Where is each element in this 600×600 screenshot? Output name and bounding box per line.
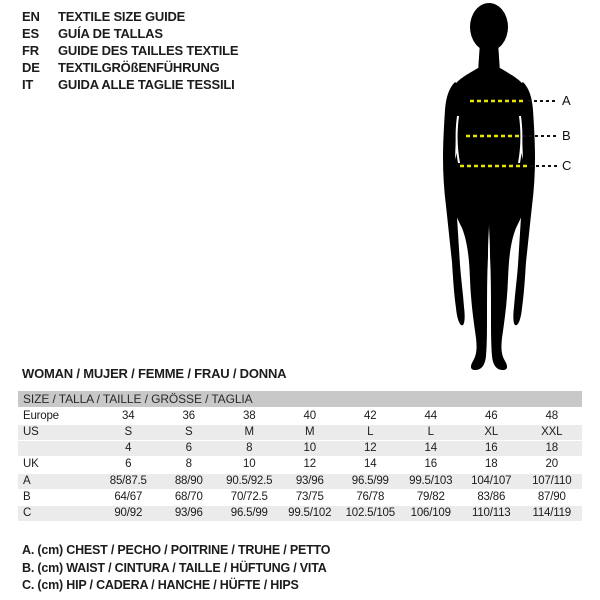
cell: M (305, 426, 315, 438)
guide-title: GUIDA ALLE TAGLIE TESSILI (58, 77, 235, 92)
cell: 14 (364, 458, 377, 470)
woman-silhouette-icon (425, 0, 595, 382)
language-code: IT (22, 77, 34, 92)
cell: 88/90 (174, 475, 203, 487)
cell: 10 (243, 458, 256, 470)
size-table (18, 391, 582, 522)
table-row-hip-c (18, 506, 582, 521)
measure-label-a: A (562, 93, 571, 108)
language-code: DE (22, 60, 40, 75)
cell: L (367, 426, 374, 438)
cell: 8 (185, 458, 192, 470)
cell: 44 (424, 410, 437, 422)
cell: 110/113 (472, 507, 511, 519)
cell: 96.5/99 (230, 507, 268, 519)
language-code: EN (22, 9, 40, 24)
cell: 99.5/103 (409, 475, 453, 487)
cell: 4 (125, 442, 132, 454)
measurement-figure (425, 0, 595, 382)
cell: XL (484, 426, 499, 438)
cell: 90.5/92.5 (226, 475, 273, 487)
cell: 12 (364, 442, 377, 454)
measure-label-c: C (562, 158, 572, 173)
table-row-chest-a (18, 474, 582, 489)
row-label: B (23, 491, 31, 503)
guide-title: TEXTILE SIZE GUIDE (58, 9, 186, 24)
cell: 20 (545, 458, 558, 470)
cell: 79/82 (416, 491, 445, 503)
cell: 93/96 (295, 475, 324, 487)
cell: 90/92 (114, 507, 143, 519)
cell: L (427, 426, 434, 438)
size-table-header: SIZE / TALLA / TAILLE / GRÖSSE / TAGLIA (18, 391, 582, 407)
cell: 83/86 (477, 491, 506, 503)
language-row (22, 8, 238, 25)
table-row-us-numbers (18, 441, 582, 456)
guide-title: GUÍA DE TALLAS (58, 26, 163, 41)
legend-chest: A. (cm) CHEST / PECHO / POITRINE / TRUHE / PETTO (22, 543, 331, 557)
cell: 42 (364, 410, 377, 422)
cell: 93/96 (174, 507, 203, 519)
language-row (22, 25, 238, 42)
cell: 102.5/105 (345, 507, 395, 519)
cell: 6 (185, 442, 192, 454)
cell: 114/119 (532, 507, 571, 519)
cell: 34 (122, 410, 135, 422)
legend-hip: C. (cm) HIP / CADERA / HANCHE / HÜFTE / HIPS (22, 578, 299, 592)
legend-waist: B. (cm) WAIST / CINTURA / TAILLE / HÜFTUNG / VITA (22, 560, 327, 575)
guide-title: TEXTILGRÖßENFÜHRUNG (58, 60, 220, 75)
language-row (22, 76, 238, 93)
table-row-waist-b (18, 490, 582, 505)
cell: 12 (303, 458, 316, 470)
row-label: US (23, 426, 39, 438)
cell: 96.5/99 (351, 475, 389, 487)
language-row (22, 59, 238, 76)
row-label (18, 441, 98, 456)
cell: 48 (545, 410, 558, 422)
cell: 87/90 (537, 491, 566, 503)
cell: 18 (545, 442, 558, 454)
section-title-woman: WOMAN / MUJER / FEMME / FRAU / DONNA (22, 366, 287, 381)
cell: 40 (303, 410, 316, 422)
cell: 10 (303, 442, 316, 454)
cell: 73/75 (295, 491, 324, 503)
row-label: C (23, 507, 32, 519)
language-list (22, 8, 238, 93)
table-row-uk (18, 457, 582, 472)
cell: 8 (246, 442, 253, 454)
cell: 18 (485, 458, 498, 470)
cell: 38 (243, 410, 256, 422)
table-row-us-letters (18, 425, 582, 440)
cell: 107/110 (532, 475, 572, 487)
cell: 70/72.5 (230, 491, 268, 503)
cell: 14 (424, 442, 437, 454)
language-code: ES (22, 26, 39, 41)
table-row-europe (18, 409, 582, 424)
row-label: Europe (23, 410, 59, 422)
row-label: A (23, 475, 31, 487)
cell: 16 (424, 458, 437, 470)
cell: 99.5/102 (288, 507, 332, 519)
cell: 16 (485, 442, 498, 454)
cell: 76/78 (356, 491, 385, 503)
guide-title: GUIDE DES TAILLES TEXTILE (58, 43, 239, 58)
language-row (22, 42, 238, 59)
cell: 46 (485, 410, 498, 422)
language-code: FR (22, 43, 39, 58)
cell: 36 (182, 410, 195, 422)
measurement-legend (22, 542, 330, 595)
cell: S (124, 426, 132, 438)
cell: S (185, 426, 193, 438)
cell: 104/107 (471, 475, 512, 487)
cell: 85/87.5 (109, 475, 147, 487)
measure-label-b: B (562, 128, 571, 143)
cell: 106/109 (410, 507, 451, 519)
cell: 64/67 (114, 491, 143, 503)
cell: 68/70 (174, 491, 203, 503)
cell: 6 (125, 458, 132, 470)
cell: XXL (541, 426, 563, 438)
row-label: UK (23, 458, 39, 470)
cell: M (244, 426, 254, 438)
